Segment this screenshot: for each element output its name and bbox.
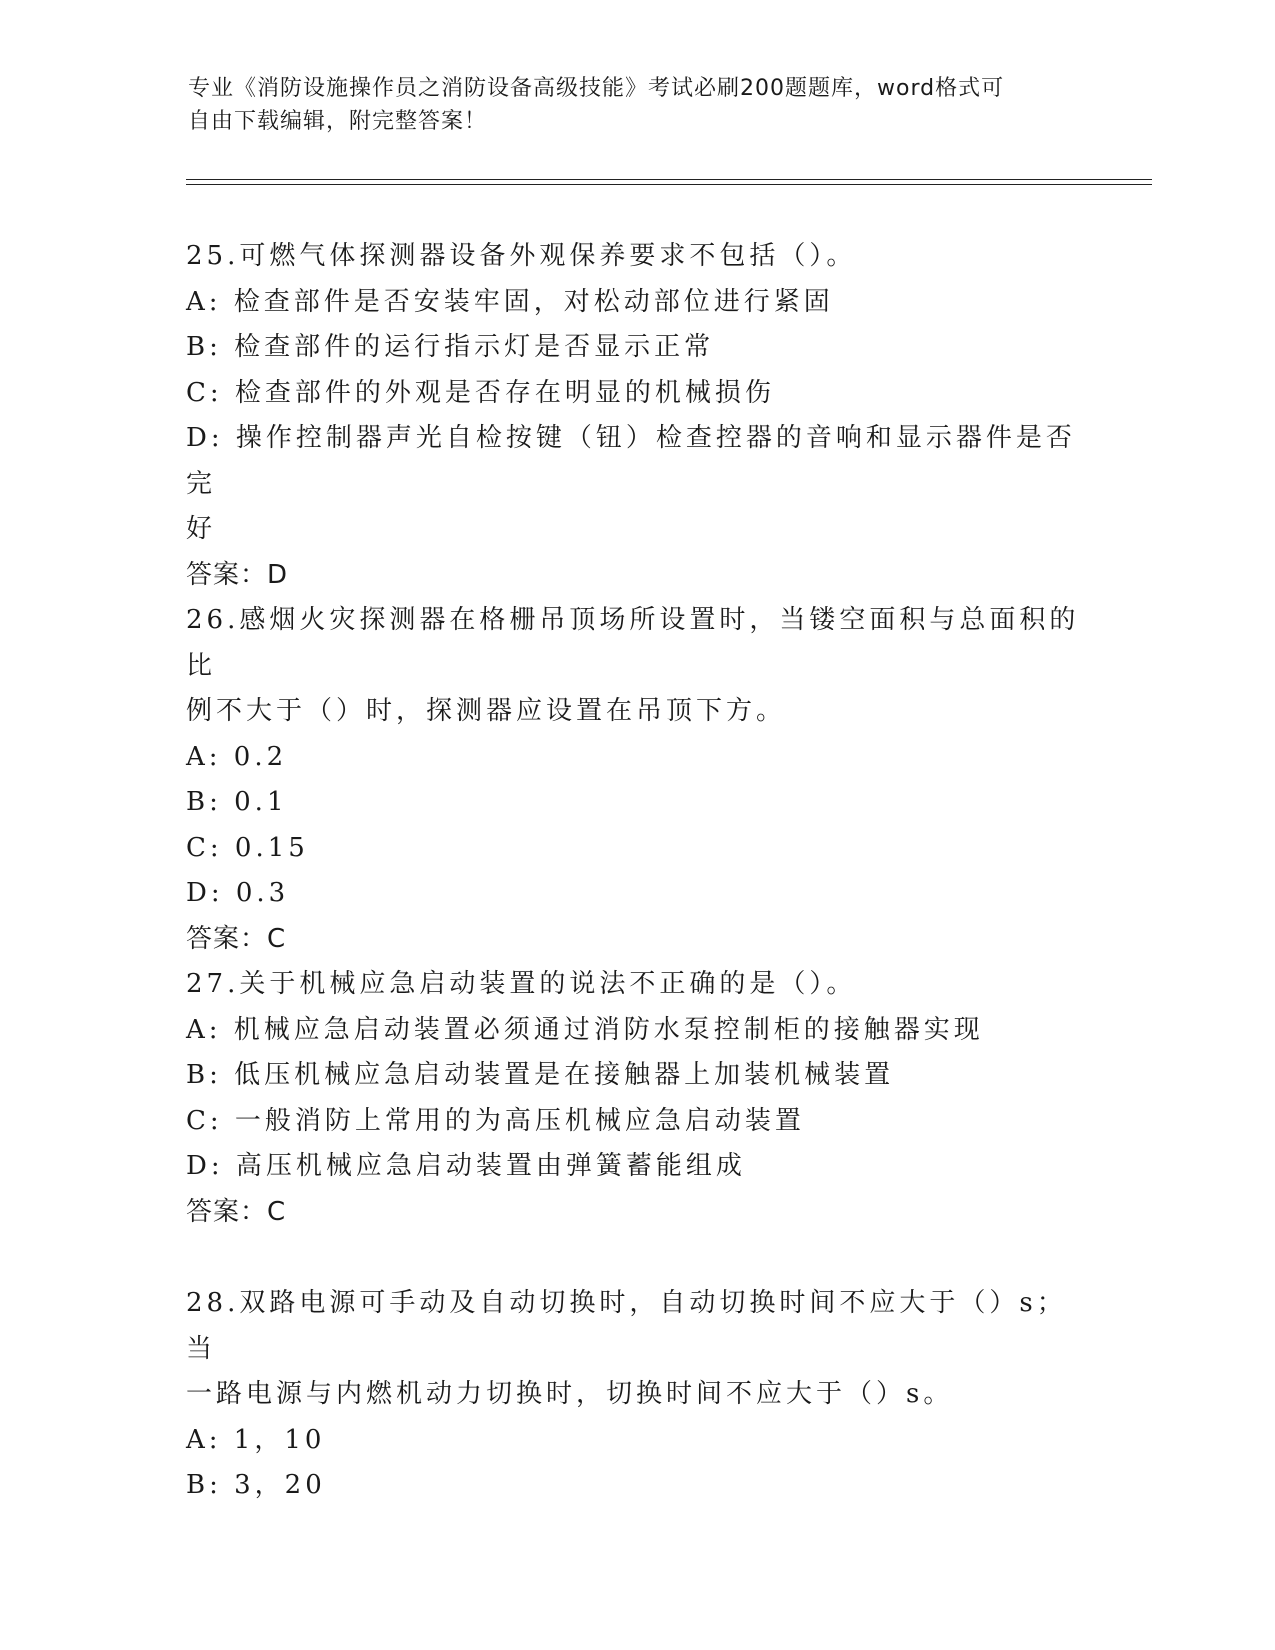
option-b: B: 检查部件的运行指示灯是否显示正常: [186, 332, 715, 362]
option-d-continued: 好: [186, 514, 217, 544]
question-stem: 28.双路电源可手动及自动切换时，自动切换时间不应大于（）s；当: [186, 1288, 1067, 1364]
header-divider-bottom: [186, 184, 1152, 185]
option-a: A: 检查部件是否安装牢固，对松动部位进行紧固: [186, 286, 834, 317]
header-line-2: 自由下载编辑，附完整答案！: [188, 109, 488, 134]
question-25: [186, 234, 1086, 598]
question-stem-continued: 一路电源与内燃机动力切换时，切换时间不应大于（）s。: [186, 1379, 954, 1409]
option-d: D: 高压机械应急启动装置由弹簧蓄能组成: [186, 1151, 746, 1181]
question-stem-continued: 例不大于（）时，探测器应设置在吊顶下方。: [186, 696, 787, 726]
question-stem: 27.关于机械应急启动装置的说法不正确的是（）。: [186, 969, 857, 999]
option-a: A: 机械应急启动装置必须通过消防水泵控制柜的接触器实现: [186, 1014, 984, 1045]
document-header: [188, 72, 1088, 138]
question-stem: 25.可燃气体探测器设备外观保养要求不包括（）。: [186, 241, 857, 271]
option-c: C: 检查部件的外观是否存在明显的机械损伤: [186, 377, 775, 408]
option-c: C: 一般消防上常用的为高压机械应急启动装置: [186, 1105, 805, 1136]
header-line-1: 专业《消防设施操作员之消防设备高级技能》考试必刷200题题库，word格式可: [188, 76, 1005, 101]
answer-label: 答案：C: [186, 1196, 287, 1227]
option-b: B: 0.1: [186, 787, 288, 817]
question-stem: 26.感烟火灾探测器在格栅吊顶场所设置时，当镂空面积与总面积的比: [186, 605, 1080, 681]
option-b: B: 3，20: [186, 1470, 326, 1500]
option-c: C: 0.15: [186, 832, 309, 863]
header-divider-top: [186, 179, 1152, 180]
answer-label: 答案：C: [186, 923, 287, 954]
option-b: B: 低压机械应急启动装置是在接触器上加装机械装置: [186, 1060, 895, 1090]
option-a: A: 0.2: [186, 741, 288, 772]
question-26: [186, 598, 1086, 962]
answer-label: 答案：D: [186, 559, 289, 590]
option-d: D: 0.3: [186, 878, 290, 908]
question-28: [186, 1281, 1086, 1509]
option-d: D: 操作控制器声光自检按键（钮）检查控器的音响和显示器件是否完: [186, 423, 1076, 499]
option-a: A: 1，10: [186, 1424, 326, 1455]
question-27: [186, 962, 1086, 1235]
